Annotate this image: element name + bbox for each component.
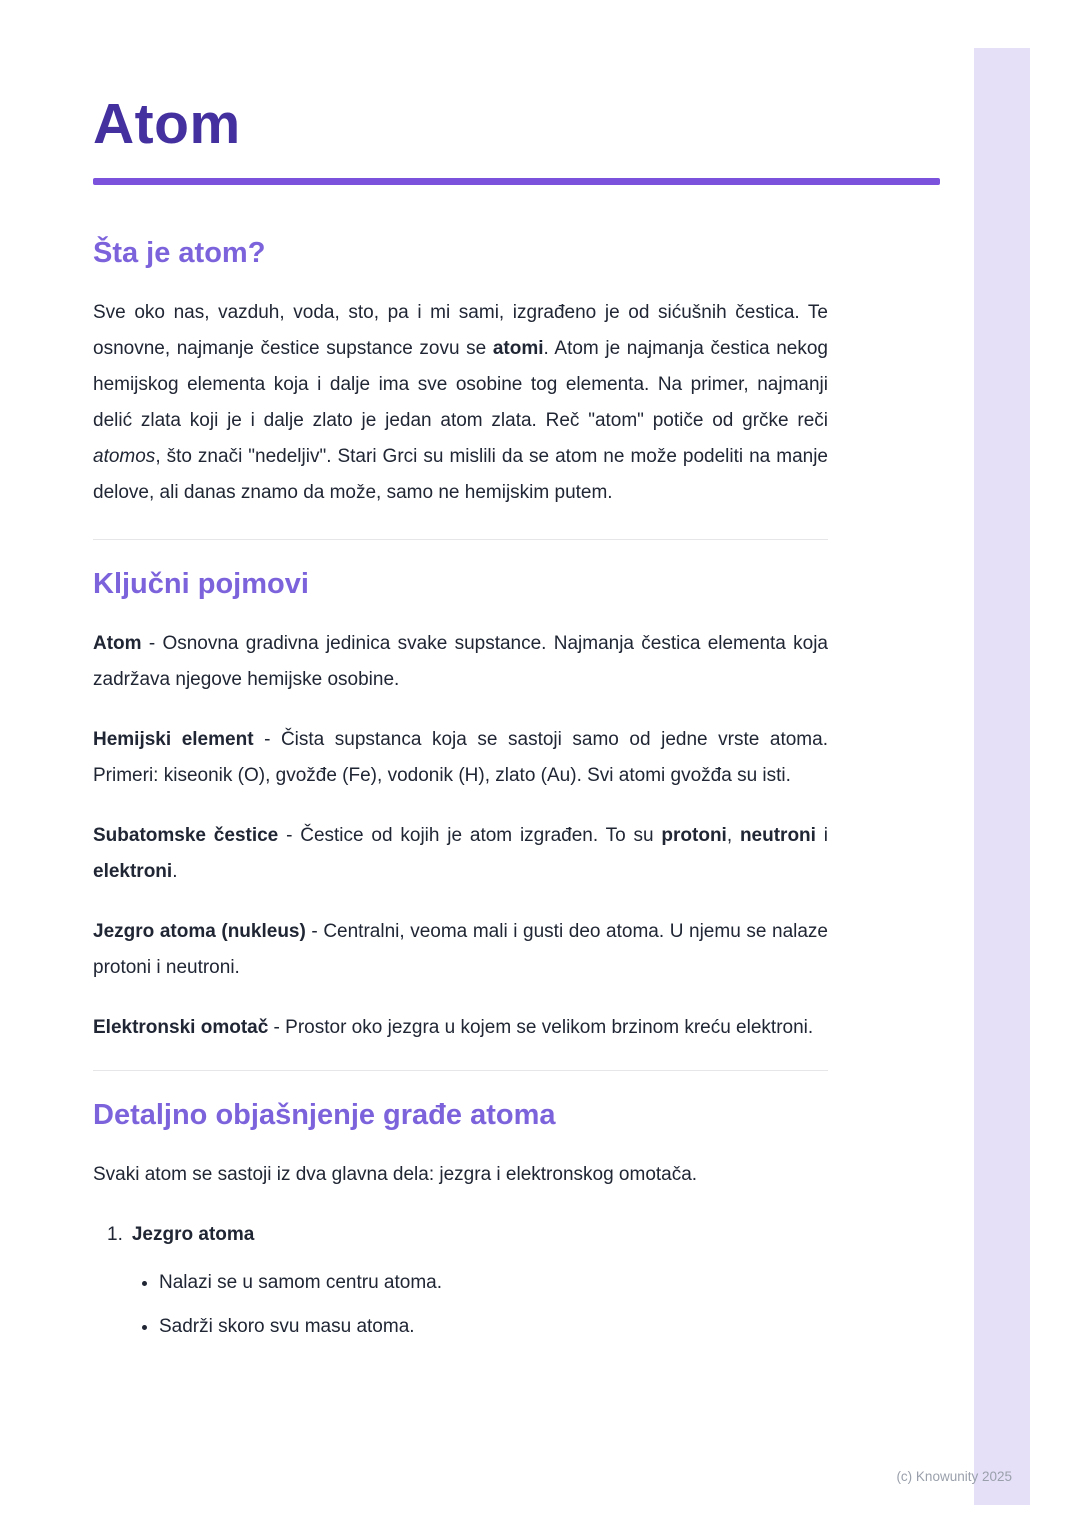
term-jezgro-atoma: Jezgro atoma (nukleus) - Centralni, veoma mali i gusti deo atoma. U njemu se nalaze protoni i neutroni. [93,920,828,978]
copyright-footer: (c) Knowunity 2025 [896,1469,1012,1484]
section-key-terms [93,566,940,1046]
term-elektronski-omotac: Elektronski omotač - Prostor oko jezgra u kojem se velikom brzinom kreću elektroni. [93,1016,814,1038]
heading-detaljno-objasnjenje: Detaljno objašnjenje građe atoma [93,1098,556,1131]
term-atom: Atom - Osnovna gradivna jedinica svake supstance. Najmanja čestica elementa koja zadržava njegove hemijske osobine. [93,632,828,690]
side-strip [974,48,1030,1505]
heading-sta-je-atom: Šta je atom? [93,236,266,269]
intro-paragraph: Sve oko nas, vazduh, voda, sto, pa i mi sami, izgrađeno je od sićušnih čestica. Te osnovne, najmanje čestice supstance zovu se atomi. Atom je najmanja čestica nekog hemijskog elementa koja i dalje ima sve osobine tog elementa. Na primer, najmanji delić zlata koji je i dalje zlato je jedan atom zlata. Reč "atom" potiče od grčke reči atomos, što znači "nedeljiv". Stari Grci su mislili da se atom ne može podeliti na manje delove, ali danas znamo da može, samo ne hemijskim putem. [93,301,828,503]
section-structure [93,1097,940,1345]
list-number: 1. [107,1223,123,1245]
list-title: Jezgro atoma [131,1223,255,1245]
structure-intro-paragraph: Svaki atom se sastoji iz dva glavna dela: jezgra i elektronskog omotača. [93,1163,698,1185]
section-divider [93,1070,828,1071]
list-item: • Sadrži skoro svu masu atoma. [159,1309,828,1345]
section-divider [93,539,828,540]
page-title: Atom [93,92,241,156]
numbered-item-jezgro [93,1217,940,1253]
term-subatomske-cestice: Subatomske čestice - Čestice od kojih je atom izgrađen. To su protoni, neutroni i elektroni. [93,824,829,882]
title-rule [93,178,940,185]
term-hemijski-element: Hemijski element - Čista supstanca koja se sastoji samo od jedne vrste atoma. Primeri: kiseonik (O), gvožđe (Fe), vodonik (H), zlato (Au). Svi atomi gvožđa su isti. [93,728,828,786]
section-what-is-atom [93,235,940,511]
nucleus-bullet-list [93,1265,828,1345]
list-item: • Nalazi se u samom centru atoma. [159,1265,828,1301]
heading-kljucni-pojmovi: Ključni pojmovi [93,567,309,600]
